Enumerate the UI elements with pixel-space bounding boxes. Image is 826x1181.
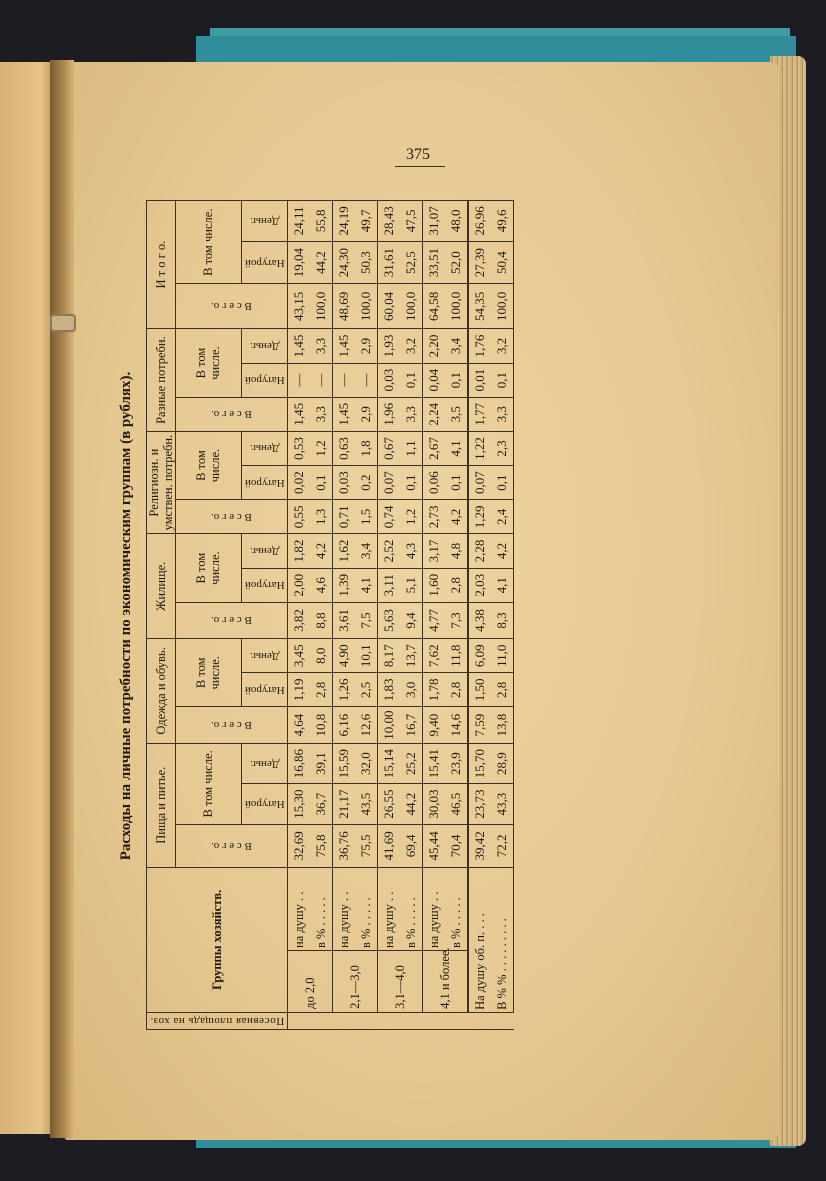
value-cell: 3,45 (288, 639, 311, 673)
natur-header: Натурой (241, 568, 288, 602)
value-cell: 2,00 (288, 568, 311, 602)
value-cell: — (288, 363, 311, 397)
value-cell: 1,1 (400, 431, 423, 465)
value-cell: 44,2 (310, 241, 333, 284)
value-cell: 46,5 (445, 784, 468, 825)
value-cell: 28,43 (378, 201, 401, 242)
value-cell: 72,2 (491, 824, 514, 867)
value-cell: 3,2 (491, 329, 514, 363)
value-cell: 2,8 (310, 673, 333, 707)
money-header: Деньг. (241, 534, 288, 568)
row-label: на душу . . (423, 867, 446, 950)
sub-total-header: В с е г о. (176, 707, 288, 743)
value-cell: 4,38 (468, 602, 491, 638)
money-header: Деньг. (241, 431, 288, 465)
value-cell: 1,2 (400, 500, 423, 534)
value-cell: 32,69 (288, 824, 311, 867)
value-cell: 0,01 (468, 363, 491, 397)
value-cell: 4,77 (423, 602, 446, 638)
sub-incl-header: В том числе. (176, 329, 242, 397)
value-cell: 0,03 (378, 363, 401, 397)
value-cell: 3,5 (445, 397, 468, 431)
sub-total-header: В с е г о. (176, 602, 288, 638)
value-cell: 0,07 (378, 466, 401, 500)
value-cell: 3,3 (491, 397, 514, 431)
value-cell: 1,45 (333, 397, 356, 431)
value-cell: 3,2 (400, 329, 423, 363)
value-cell: 8,0 (310, 639, 333, 673)
value-cell: 13,8 (491, 707, 514, 743)
sub-total-header: В с е г о. (176, 397, 288, 431)
value-cell: 4,1 (491, 568, 514, 602)
value-cell: 100,0 (310, 284, 333, 329)
value-cell: 4,1 (445, 431, 468, 465)
value-cell: 3,3 (400, 397, 423, 431)
row-label: на душу . . (288, 867, 311, 950)
value-cell: 1,45 (288, 329, 311, 363)
value-cell: 8,3 (491, 602, 514, 638)
value-cell: 1,60 (423, 568, 446, 602)
value-cell: 31,61 (378, 241, 401, 284)
category-housing: Жилище. (147, 534, 176, 639)
value-cell: 36,7 (310, 784, 333, 825)
value-cell: 11,8 (445, 639, 468, 673)
value-cell: 52,5 (400, 241, 423, 284)
value-cell: 28,9 (491, 743, 514, 784)
value-cell: 1,8 (355, 431, 378, 465)
value-cell: 1,26 (333, 673, 356, 707)
value-cell: 0,1 (400, 363, 423, 397)
value-cell: 75,5 (355, 824, 378, 867)
value-cell: 27,39 (468, 241, 491, 284)
row-label: на душу . . (378, 867, 401, 950)
value-cell: 50,4 (491, 241, 514, 284)
side-spacer (288, 1012, 514, 1029)
side-label: Посевная площадь на хоз. (150, 1014, 285, 1027)
value-cell: 7,62 (423, 639, 446, 673)
value-cell: 15,41 (423, 743, 446, 784)
sub-incl-header: В том числе. (176, 431, 242, 499)
value-cell: 4,2 (445, 500, 468, 534)
value-cell: 0,67 (378, 431, 401, 465)
value-cell: 3,3 (310, 397, 333, 431)
value-cell: 2,24 (423, 397, 446, 431)
value-cell: 50,3 (355, 241, 378, 284)
row-label: в % . . . . . (310, 867, 333, 950)
value-cell: 4,6 (310, 568, 333, 602)
value-cell: 3,11 (378, 568, 401, 602)
category-religious: Религиозн. и умствен. потребн. (147, 431, 176, 534)
row-label: в % . . . . . (355, 867, 378, 950)
binding-clip (50, 314, 76, 332)
value-cell: 0,02 (288, 466, 311, 500)
natur-header: Натурой (241, 363, 288, 397)
value-cell: 1,2 (310, 431, 333, 465)
value-cell: 19,04 (288, 241, 311, 284)
category-total: И т о г о. (147, 201, 176, 329)
total-row (491, 201, 514, 1030)
value-cell: 2,8 (445, 568, 468, 602)
value-cell: 2,3 (491, 431, 514, 465)
table-row (400, 201, 423, 1030)
value-cell: 15,59 (333, 743, 356, 784)
value-cell: 100,0 (355, 284, 378, 329)
book-gutter (50, 60, 74, 1138)
value-cell: 24,19 (333, 201, 356, 242)
value-cell: 16,7 (400, 707, 423, 743)
value-cell: 10,8 (310, 707, 333, 743)
value-cell: 7,5 (355, 602, 378, 638)
sub-total-header: В с е г о. (176, 824, 288, 867)
money-header: Деньг. (241, 743, 288, 784)
table-row (333, 201, 356, 1030)
value-cell: 43,15 (288, 284, 311, 329)
value-cell: 10,1 (355, 639, 378, 673)
value-cell: 2,03 (468, 568, 491, 602)
value-cell: 1,62 (333, 534, 356, 568)
value-cell: 69,4 (400, 824, 423, 867)
category-food: Пища и питье. (147, 743, 176, 867)
value-cell: 3,0 (400, 673, 423, 707)
value-cell: 2,9 (355, 397, 378, 431)
value-cell: 3,4 (355, 534, 378, 568)
value-cell: 1,96 (378, 397, 401, 431)
value-cell: 1,93 (378, 329, 401, 363)
table-caption: Расходы на личные потребности по экономическим группам (в рублях). (118, 371, 134, 861)
side-label-cell (147, 1012, 288, 1029)
row-label: в % . . . . . (400, 867, 423, 950)
row-label: на душу . . (333, 867, 356, 950)
value-cell: 100,0 (491, 284, 514, 329)
sub-incl-header: В том числе. (176, 743, 242, 824)
value-cell: 21,17 (333, 784, 356, 825)
total-row-label: На душу об. п. . . . (468, 867, 491, 1012)
value-cell: 3,3 (310, 329, 333, 363)
value-cell: 4,2 (491, 534, 514, 568)
table-row (310, 201, 333, 1030)
value-cell: 44,2 (400, 784, 423, 825)
value-cell: 9,40 (423, 707, 446, 743)
expenses-table (146, 200, 514, 1030)
table-row (288, 201, 311, 1030)
value-cell: 0,53 (288, 431, 311, 465)
natur-header: Натурой (241, 784, 288, 825)
value-cell: 0,03 (333, 466, 356, 500)
value-cell: 11,0 (491, 639, 514, 673)
value-cell: — (310, 363, 333, 397)
value-cell: 0,55 (288, 500, 311, 534)
value-cell: 41,69 (378, 824, 401, 867)
value-cell: 1,29 (468, 500, 491, 534)
value-cell: 10,00 (378, 707, 401, 743)
value-cell: 0,1 (400, 466, 423, 500)
value-cell: 64,58 (423, 284, 446, 329)
value-cell: 100,0 (400, 284, 423, 329)
value-cell: 1,83 (378, 673, 401, 707)
row-label: в % . . . . . (445, 867, 468, 950)
value-cell: 0,71 (333, 500, 356, 534)
value-cell: 3,4 (445, 329, 468, 363)
money-header: Деньг. (241, 201, 288, 242)
value-cell: 39,42 (468, 824, 491, 867)
header-row-categories (147, 201, 176, 1030)
value-cell: 14,6 (445, 707, 468, 743)
value-cell: 4,8 (445, 534, 468, 568)
value-cell: 3,82 (288, 602, 311, 638)
value-cell: 8,8 (310, 602, 333, 638)
value-cell: 13,7 (400, 639, 423, 673)
sub-incl-header: В том числе. (176, 534, 242, 602)
value-cell: 24,30 (333, 241, 356, 284)
value-cell: 4,1 (355, 568, 378, 602)
value-cell: 0,04 (423, 363, 446, 397)
value-cell: 1,50 (468, 673, 491, 707)
sub-incl-header: В том числе. (176, 639, 242, 707)
value-cell: 0,06 (423, 466, 446, 500)
rotated-table-block (112, 196, 632, 1036)
value-cell: 8,17 (378, 639, 401, 673)
value-cell: 31,07 (423, 201, 446, 242)
value-cell: 7,59 (468, 707, 491, 743)
value-cell: 23,9 (445, 743, 468, 784)
table-body (288, 201, 514, 1030)
value-cell: 2,73 (423, 500, 446, 534)
value-cell: 0,63 (333, 431, 356, 465)
value-cell: 2,9 (355, 329, 378, 363)
value-cell: 4,3 (400, 534, 423, 568)
value-cell: 43,3 (491, 784, 514, 825)
natur-header: Натурой (241, 466, 288, 500)
value-cell: 9,4 (400, 602, 423, 638)
table-row (378, 201, 401, 1030)
value-cell: 2,8 (491, 673, 514, 707)
value-cell: 0,1 (491, 363, 514, 397)
sub-incl-header: В том числе. (176, 201, 242, 284)
value-cell: 33,51 (423, 241, 446, 284)
value-cell: 7,3 (445, 602, 468, 638)
group-name: 4,1 и более. (423, 950, 469, 1012)
value-cell: 15,70 (468, 743, 491, 784)
value-cell: 2,8 (445, 673, 468, 707)
value-cell: 45,44 (423, 824, 446, 867)
value-cell: 1,82 (288, 534, 311, 568)
natur-header: Натурой (241, 673, 288, 707)
table-row (355, 201, 378, 1030)
value-cell: 60,04 (378, 284, 401, 329)
value-cell: 48,69 (333, 284, 356, 329)
category-clothing: Одежда и обувь. (147, 639, 176, 744)
value-cell: 6,09 (468, 639, 491, 673)
value-cell: 26,96 (468, 201, 491, 242)
value-cell: 2,52 (378, 534, 401, 568)
value-cell: 0,1 (445, 363, 468, 397)
value-cell: 26,55 (378, 784, 401, 825)
value-cell: 5,1 (400, 568, 423, 602)
value-cell: 2,5 (355, 673, 378, 707)
group-name: 3,1—4,0 (378, 950, 423, 1012)
value-cell: 1,19 (288, 673, 311, 707)
value-cell: 55,8 (310, 201, 333, 242)
value-cell: 1,39 (333, 568, 356, 602)
group-name: 2,1—3,0 (333, 950, 378, 1012)
value-cell: 24,11 (288, 201, 311, 242)
value-cell: 4,90 (333, 639, 356, 673)
value-cell: 15,14 (378, 743, 401, 784)
value-cell: 0,2 (355, 466, 378, 500)
value-cell: 16,86 (288, 743, 311, 784)
value-cell: 100,0 (445, 284, 468, 329)
value-cell: 54,35 (468, 284, 491, 329)
value-cell: 2,67 (423, 431, 446, 465)
value-cell: 1,78 (423, 673, 446, 707)
value-cell: 2,20 (423, 329, 446, 363)
value-cell: 2,28 (468, 534, 491, 568)
value-cell: 70,4 (445, 824, 468, 867)
value-cell: 12,6 (355, 707, 378, 743)
value-cell: 25,2 (400, 743, 423, 784)
value-cell: 3,17 (423, 534, 446, 568)
value-cell: 1,45 (288, 397, 311, 431)
sub-total-header: В с е г о. (176, 500, 288, 534)
value-cell: 0,1 (491, 466, 514, 500)
value-cell: 4,2 (310, 534, 333, 568)
value-cell: — (355, 363, 378, 397)
value-cell: 0,74 (378, 500, 401, 534)
value-cell: 49,7 (355, 201, 378, 242)
value-cell: 4,64 (288, 707, 311, 743)
value-cell: 6,16 (333, 707, 356, 743)
value-cell: 0,07 (468, 466, 491, 500)
value-cell: 15,30 (288, 784, 311, 825)
table-row (423, 201, 446, 1030)
sub-total-header: В с е г о. (176, 284, 288, 329)
money-header: Деньг. (241, 329, 288, 363)
value-cell: 52,0 (445, 241, 468, 284)
value-cell: 47,5 (400, 201, 423, 242)
value-cell: 43,5 (355, 784, 378, 825)
value-cell: 0,1 (310, 466, 333, 500)
value-cell: 49,6 (491, 201, 514, 242)
table-row (445, 201, 468, 1030)
value-cell: 1,3 (310, 500, 333, 534)
value-cell: 5,63 (378, 602, 401, 638)
value-cell: 23,73 (468, 784, 491, 825)
page-number-rule (395, 166, 445, 167)
group-header: Группы хозяйств. (147, 867, 288, 1012)
value-cell: 2,4 (491, 500, 514, 534)
value-cell: 36,76 (333, 824, 356, 867)
value-cell: 1,76 (468, 329, 491, 363)
value-cell: 39,1 (310, 743, 333, 784)
value-cell: 30,03 (423, 784, 446, 825)
total-row-label: В % % . . . . . . . . . (491, 867, 514, 1012)
value-cell: 1,22 (468, 431, 491, 465)
value-cell: 1,45 (333, 329, 356, 363)
value-cell: 1,5 (355, 500, 378, 534)
total-row (468, 201, 491, 1030)
value-cell: 75,8 (310, 824, 333, 867)
value-cell: 3,61 (333, 602, 356, 638)
value-cell: 1,77 (468, 397, 491, 431)
value-cell: — (333, 363, 356, 397)
natur-header: Натурой (241, 241, 288, 284)
group-name: до 2,0 (288, 950, 333, 1012)
money-header: Деньг. (241, 639, 288, 673)
category-misc: Разные потребн. (147, 329, 176, 432)
page-number: 375 (406, 146, 430, 163)
value-cell: 0,1 (445, 466, 468, 500)
value-cell: 48,0 (445, 201, 468, 242)
value-cell: 32,0 (355, 743, 378, 784)
